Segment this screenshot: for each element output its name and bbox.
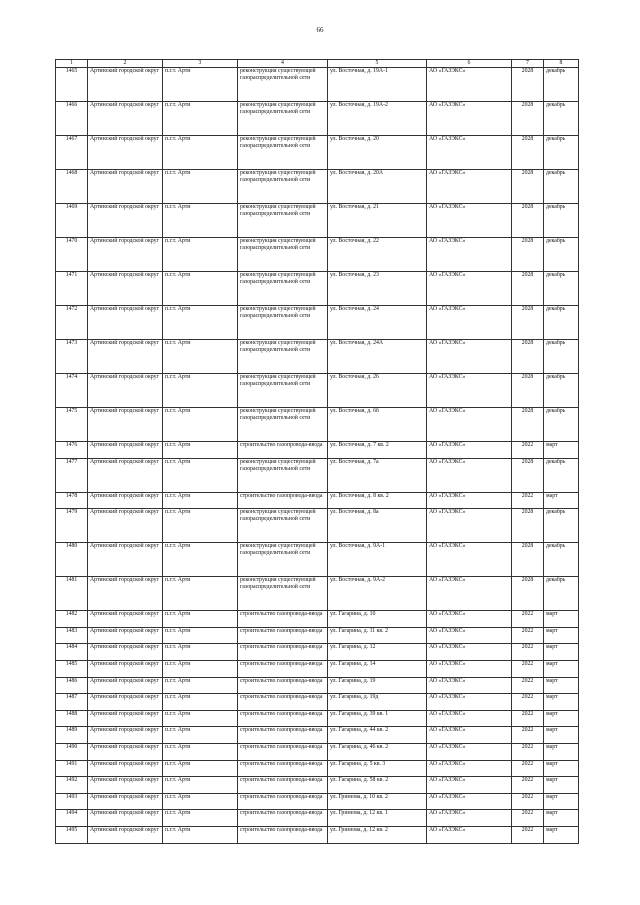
address-cell: ул. Восточная, д. 26 [328,374,427,408]
work-type-cell: строительство газопровода-ввода [238,442,328,459]
settlement-cell: п.г.т. Арти [163,442,238,459]
table-row [56,777,579,794]
table-row [56,136,579,170]
column-header: 1 [56,60,88,68]
organization-cell: АО «ГАЗЭКС» [427,442,512,459]
work-type-cell: реконструкция существующей газораспределительной сети [238,509,328,543]
settlement-cell: п.г.т. Арти [163,136,238,170]
address-cell: ул. Восточная, д. 7 кв. 2 [328,442,427,459]
year-cell: 2022 [512,611,544,628]
table-row [56,543,579,577]
work-type-cell: реконструкция существующей газораспределительной сети [238,374,328,408]
district-cell: Артинский городской округ [88,204,163,238]
address-cell: ул. Восточная, д. 6б [328,408,427,442]
settlement-cell: п.г.т. Арти [163,743,238,760]
year-cell: 2022 [512,760,544,777]
organization-cell: АО «ГАЗЭКС» [427,760,512,777]
address-cell: ул. Восточная, д. 20А [328,170,427,204]
row-number: 1469 [56,204,88,238]
year-cell: 2022 [512,442,544,459]
settlement-cell: п.г.т. Арти [163,727,238,744]
address-cell: ул. Восточная, д. 9А-2 [328,577,427,611]
district-cell: Артинский городской округ [88,826,163,843]
work-type-cell: строительство газопровода-ввода [238,694,328,711]
year-cell: 2028 [512,272,544,306]
table-row [56,306,579,340]
month-cell: март [544,793,579,810]
month-cell: декабрь [544,102,579,136]
address-cell: ул. Гагарина, д. 14 [328,660,427,677]
work-type-cell: строительство газопровода-ввода [238,727,328,744]
row-number: 1489 [56,727,88,744]
table-row [56,408,579,442]
settlement-cell: п.г.т. Арти [163,677,238,694]
row-number: 1492 [56,777,88,794]
organization-cell: АО «ГАЗЭКС» [427,306,512,340]
settlement-cell: п.г.т. Арти [163,660,238,677]
year-cell: 2028 [512,136,544,170]
district-cell: Артинский городской округ [88,760,163,777]
table-row [56,442,579,459]
work-type-cell: строительство газопровода-ввода [238,710,328,727]
month-cell: март [544,727,579,744]
settlement-cell: п.г.т. Арти [163,204,238,238]
month-cell: март [544,777,579,794]
table-row [56,760,579,777]
district-cell: Артинский городской округ [88,611,163,628]
organization-cell: АО «ГАЗЭКС» [427,68,512,102]
organization-cell: АО «ГАЗЭКС» [427,543,512,577]
year-cell: 2028 [512,543,544,577]
organization-cell: АО «ГАЗЭКС» [427,743,512,760]
address-cell: ул. Восточная, д. 8а [328,509,427,543]
month-cell: март [544,442,579,459]
work-type-cell: реконструкция существующей газораспределительной сети [238,408,328,442]
work-type-cell: строительство газопровода-ввода [238,644,328,661]
settlement-cell: п.г.т. Арти [163,543,238,577]
row-number: 1490 [56,743,88,760]
district-cell: Артинский городской округ [88,660,163,677]
row-number: 1484 [56,644,88,661]
row-number: 1467 [56,136,88,170]
district-cell: Артинский городской округ [88,492,163,509]
organization-cell: АО «ГАЗЭКС» [427,577,512,611]
column-header: 5 [328,60,427,68]
table-row [56,826,579,843]
settlement-cell: п.г.т. Арти [163,492,238,509]
month-cell: декабрь [544,136,579,170]
settlement-cell: п.г.т. Арти [163,509,238,543]
column-header: 6 [427,60,512,68]
organization-cell: АО «ГАЗЭКС» [427,694,512,711]
district-cell: Артинский городской округ [88,743,163,760]
year-cell: 2022 [512,710,544,727]
work-type-cell: строительство газопровода-ввода [238,660,328,677]
row-number: 1482 [56,611,88,628]
year-cell: 2022 [512,660,544,677]
organization-cell: АО «ГАЗЭКС» [427,102,512,136]
year-cell: 2022 [512,826,544,843]
table-row [56,374,579,408]
address-cell: ул. Гагарина, д. 44 кв. 2 [328,727,427,744]
organization-cell: АО «ГАЗЭКС» [427,204,512,238]
column-header: 2 [88,60,163,68]
settlement-cell: п.г.т. Арти [163,306,238,340]
year-cell: 2028 [512,306,544,340]
district-cell: Артинский городской округ [88,677,163,694]
work-type-cell: строительство газопровода-ввода [238,760,328,777]
month-cell: декабрь [544,408,579,442]
organization-cell: АО «ГАЗЭКС» [427,677,512,694]
district-cell: Артинский городской округ [88,458,163,492]
table-row [56,793,579,810]
month-cell: март [544,760,579,777]
district-cell: Артинский городской округ [88,68,163,102]
settlement-cell: п.г.т. Арти [163,793,238,810]
table-row [56,102,579,136]
work-type-cell: строительство газопровода-ввода [238,627,328,644]
address-cell: ул. Грязнова, д. 12 кв. 2 [328,826,427,843]
organization-cell: АО «ГАЗЭКС» [427,340,512,374]
settlement-cell: п.г.т. Арти [163,760,238,777]
settlement-cell: п.г.т. Арти [163,577,238,611]
row-number: 1487 [56,694,88,711]
month-cell: декабрь [544,238,579,272]
organization-cell: АО «ГАЗЭКС» [427,458,512,492]
month-cell: март [544,810,579,827]
address-cell: ул. Гагарина, д. 11 кв. 2 [328,627,427,644]
settlement-cell: п.г.т. Арти [163,238,238,272]
address-cell: ул. Грязнова, д. 10 кв. 2 [328,793,427,810]
year-cell: 2022 [512,743,544,760]
organization-cell: АО «ГАЗЭКС» [427,492,512,509]
settlement-cell: п.г.т. Арти [163,611,238,628]
district-cell: Артинский городской округ [88,810,163,827]
settlement-cell: п.г.т. Арти [163,627,238,644]
row-number: 1486 [56,677,88,694]
address-cell: ул. Гагарина, д. 19д [328,694,427,711]
year-cell: 2022 [512,727,544,744]
organization-cell: АО «ГАЗЭКС» [427,660,512,677]
column-header: 4 [238,60,328,68]
work-type-cell: реконструкция существующей газораспределительной сети [238,204,328,238]
address-cell: ул. Восточная, д. 23 [328,272,427,306]
address-cell: ул. Гагарина, д. 58 кв. 2 [328,777,427,794]
work-type-cell: реконструкция существующей газораспределительной сети [238,136,328,170]
settlement-cell: п.г.т. Арти [163,644,238,661]
month-cell: декабрь [544,204,579,238]
year-cell: 2028 [512,340,544,374]
address-cell: ул. Восточная, д. 22 [328,238,427,272]
district-cell: Артинский городской округ [88,102,163,136]
work-type-cell: строительство газопровода-ввода [238,492,328,509]
settlement-cell: п.г.т. Арти [163,102,238,136]
month-cell: март [544,611,579,628]
row-number: 1474 [56,374,88,408]
district-cell: Артинский городской округ [88,627,163,644]
row-number: 1466 [56,102,88,136]
year-cell: 2028 [512,170,544,204]
row-number: 1475 [56,408,88,442]
month-cell: декабрь [544,374,579,408]
work-type-cell: строительство газопровода-ввода [238,826,328,843]
work-type-cell: реконструкция существующей газораспределительной сети [238,340,328,374]
month-cell: декабрь [544,68,579,102]
year-cell: 2022 [512,627,544,644]
row-number: 1465 [56,68,88,102]
table-row [56,743,579,760]
row-number: 1468 [56,170,88,204]
address-cell: ул. Восточная, д. 21 [328,204,427,238]
work-type-cell: реконструкция существующей газораспределительной сети [238,306,328,340]
column-header: 8 [544,60,579,68]
table-row [56,710,579,727]
month-cell: декабрь [544,306,579,340]
address-cell: ул. Гагарина, д. 5 кв. 3 [328,760,427,777]
month-cell: декабрь [544,543,579,577]
address-cell: ул. Гагарина, д. 19 [328,677,427,694]
settlement-cell: п.г.т. Арти [163,340,238,374]
district-cell: Артинский городской округ [88,306,163,340]
organization-cell: АО «ГАЗЭКС» [427,136,512,170]
row-number: 1479 [56,509,88,543]
year-cell: 2028 [512,458,544,492]
row-number: 1480 [56,543,88,577]
organization-cell: АО «ГАЗЭКС» [427,644,512,661]
year-cell: 2022 [512,644,544,661]
settlement-cell: п.г.т. Арти [163,694,238,711]
organization-cell: АО «ГАЗЭКС» [427,238,512,272]
organization-cell: АО «ГАЗЭКС» [427,374,512,408]
organization-cell: АО «ГАЗЭКС» [427,627,512,644]
table-row [56,204,579,238]
table-row [56,238,579,272]
organization-cell: АО «ГАЗЭКС» [427,509,512,543]
month-cell: март [544,644,579,661]
column-header: 7 [512,60,544,68]
district-cell: Артинский городской округ [88,793,163,810]
organization-cell: АО «ГАЗЭКС» [427,810,512,827]
settlement-cell: п.г.т. Арти [163,810,238,827]
row-number: 1485 [56,660,88,677]
month-cell: март [544,660,579,677]
address-cell: ул. Гагарина, д. 12 [328,644,427,661]
table-row [56,509,579,543]
district-cell: Артинский городской округ [88,408,163,442]
address-cell: ул. Восточная, д. 24 [328,306,427,340]
district-cell: Артинский городской округ [88,374,163,408]
year-cell: 2028 [512,204,544,238]
row-number: 1472 [56,306,88,340]
row-number: 1494 [56,810,88,827]
work-type-cell: строительство газопровода-ввода [238,743,328,760]
organization-cell: АО «ГАЗЭКС» [427,826,512,843]
work-type-cell: реконструкция существующей газораспределительной сети [238,543,328,577]
address-cell: ул. Восточная, д. 20 [328,136,427,170]
row-number: 1473 [56,340,88,374]
address-cell: ул. Восточная, д. 7а [328,458,427,492]
organization-cell: АО «ГАЗЭКС» [427,272,512,306]
month-cell: март [544,694,579,711]
month-cell: март [544,492,579,509]
address-cell: ул. Гагарина, д. 10 [328,611,427,628]
work-type-cell: строительство газопровода-ввода [238,793,328,810]
page-number: 66 [316,26,324,34]
organization-cell: АО «ГАЗЭКС» [427,777,512,794]
year-cell: 2022 [512,677,544,694]
settlement-cell: п.г.т. Арти [163,170,238,204]
row-number: 1495 [56,826,88,843]
month-cell: декабрь [544,458,579,492]
month-cell: март [544,710,579,727]
district-cell: Артинский городской округ [88,136,163,170]
row-number: 1476 [56,442,88,459]
organization-cell: АО «ГАЗЭКС» [427,408,512,442]
work-type-cell: строительство газопровода-ввода [238,810,328,827]
district-cell: Артинский городской округ [88,694,163,711]
row-number: 1493 [56,793,88,810]
settlement-cell: п.г.т. Арти [163,826,238,843]
organization-cell: АО «ГАЗЭКС» [427,727,512,744]
district-cell: Артинский городской округ [88,442,163,459]
table-row [56,611,579,628]
district-cell: Артинский городской округ [88,644,163,661]
month-cell: март [544,743,579,760]
table-row [56,660,579,677]
district-cell: Артинский городской округ [88,509,163,543]
table-row [56,677,579,694]
table-row [56,492,579,509]
column-header: 3 [163,60,238,68]
address-cell: ул. Восточная, д. 24А [328,340,427,374]
year-cell: 2028 [512,102,544,136]
address-cell: ул. Восточная, д. 19А-2 [328,102,427,136]
month-cell: декабрь [544,577,579,611]
work-type-cell: реконструкция существующей газораспределительной сети [238,170,328,204]
year-cell: 2022 [512,793,544,810]
month-cell: декабрь [544,170,579,204]
work-type-cell: строительство газопровода-ввода [238,677,328,694]
row-number: 1483 [56,627,88,644]
work-type-cell: реконструкция существующей газораспределительной сети [238,272,328,306]
district-cell: Артинский городской округ [88,170,163,204]
month-cell: декабрь [544,340,579,374]
district-cell: Артинский городской округ [88,710,163,727]
district-cell: Артинский городской округ [88,543,163,577]
month-cell: декабрь [544,509,579,543]
row-number: 1491 [56,760,88,777]
settlement-cell: п.г.т. Арти [163,408,238,442]
organization-cell: АО «ГАЗЭКС» [427,793,512,810]
year-cell: 2028 [512,374,544,408]
table-row [56,272,579,306]
year-cell: 2022 [512,492,544,509]
month-cell: декабрь [544,272,579,306]
month-cell: март [544,826,579,843]
settlement-cell: п.г.т. Арти [163,710,238,727]
table-row [56,170,579,204]
work-type-cell: реконструкция существующей газораспределительной сети [238,102,328,136]
table-row [56,644,579,661]
table-row [56,340,579,374]
row-number: 1481 [56,577,88,611]
month-cell: март [544,677,579,694]
settlement-cell: п.г.т. Арти [163,272,238,306]
table-row [56,458,579,492]
organization-cell: АО «ГАЗЭКС» [427,170,512,204]
year-cell: 2028 [512,68,544,102]
district-cell: Артинский городской округ [88,340,163,374]
table-row [56,810,579,827]
settlement-cell: п.г.т. Арти [163,458,238,492]
district-cell: Артинский городской округ [88,777,163,794]
table-row [56,68,579,102]
year-cell: 2022 [512,810,544,827]
settlement-cell: п.г.т. Арти [163,777,238,794]
table-row [56,694,579,711]
settlement-cell: п.г.т. Арти [163,374,238,408]
work-type-cell: строительство газопровода-ввода [238,611,328,628]
settlement-cell: п.г.т. Арти [163,68,238,102]
year-cell: 2028 [512,577,544,611]
registry-table [55,59,579,844]
address-cell: ул. Восточная, д. 9А-1 [328,543,427,577]
year-cell: 2028 [512,408,544,442]
row-number: 1488 [56,710,88,727]
year-cell: 2028 [512,238,544,272]
year-cell: 2022 [512,777,544,794]
table-row [56,627,579,644]
work-type-cell: реконструкция существующей газораспределительной сети [238,68,328,102]
address-cell: ул. Грязнова, д. 12 кв. 1 [328,810,427,827]
work-type-cell: реконструкция существующей газораспределительной сети [238,458,328,492]
row-number: 1471 [56,272,88,306]
row-number: 1470 [56,238,88,272]
address-cell: ул. Восточная, д. 19А-1 [328,68,427,102]
row-number: 1477 [56,458,88,492]
district-cell: Артинский городской округ [88,577,163,611]
work-type-cell: строительство газопровода-ввода [238,777,328,794]
year-cell: 2022 [512,694,544,711]
year-cell: 2028 [512,509,544,543]
header-row [56,60,579,68]
organization-cell: АО «ГАЗЭКС» [427,710,512,727]
district-cell: Артинский городской округ [88,238,163,272]
district-cell: Артинский городской округ [88,272,163,306]
table-row [56,727,579,744]
row-number: 1478 [56,492,88,509]
table-body [56,68,579,844]
table-row [56,577,579,611]
address-cell: ул. Гагарина, д. 39 кв. 1 [328,710,427,727]
address-cell: ул. Гагарина, д. 46 кв. 2 [328,743,427,760]
work-type-cell: реконструкция существующей газораспределительной сети [238,238,328,272]
district-cell: Артинский городской округ [88,727,163,744]
month-cell: март [544,627,579,644]
work-type-cell: реконструкция существующей газораспределительной сети [238,577,328,611]
organization-cell: АО «ГАЗЭКС» [427,611,512,628]
address-cell: ул. Восточная, д. 8 кв. 2 [328,492,427,509]
